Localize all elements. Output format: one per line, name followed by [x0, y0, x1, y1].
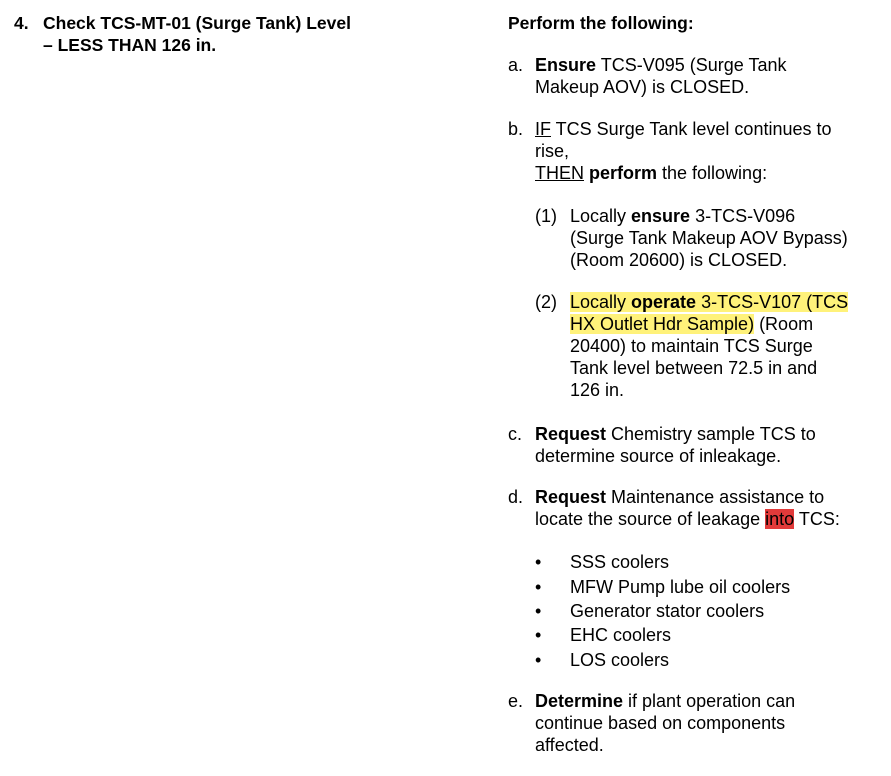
item-b2-highlight-1	[570, 292, 848, 312]
item-b2-line3: 20400) to maintain TCS Surge	[570, 336, 813, 356]
item-b-line2: rise,	[535, 141, 570, 161]
item-b1-line2: (Surge Tank Makeup AOV Bypass)	[570, 228, 848, 248]
perform-verb: perform	[584, 163, 658, 183]
step-number: 4.	[14, 13, 29, 33]
list-item: SSS coolers	[570, 552, 670, 572]
item-b1-rest: 3-TCS-V096	[690, 206, 796, 226]
list-item: Generator stator coolers	[570, 601, 765, 621]
item-c-rest: Chemistry sample TCS to	[606, 424, 816, 444]
item-e-verb: Determine	[535, 691, 624, 711]
list-item: MFW Pump lube oil coolers	[570, 577, 791, 597]
item-b2-line5: 126 in.	[570, 380, 625, 400]
item-d-highlight-into: into	[765, 509, 795, 529]
item-b2-highlight-2: HX Outlet Hdr Sample)	[570, 314, 755, 334]
item-b-then-rest: the following:	[657, 163, 768, 183]
item-a-rest: TCS-V095 (Surge Tank	[596, 55, 787, 75]
item-b2-rest: 3-TCS-V107 (TCS	[696, 292, 849, 312]
bullet-marker: •	[535, 625, 542, 645]
item-c-line2: determine source of inleakage.	[535, 446, 782, 466]
bullet-marker: •	[535, 650, 542, 670]
item-b2-text	[570, 291, 890, 401]
item-b2-line2-rest: (Room	[754, 314, 814, 334]
bullet-marker: •	[535, 601, 542, 621]
item-d-label: d.	[508, 487, 524, 507]
item-b-label: b.	[508, 119, 524, 139]
item-d-text	[535, 486, 890, 530]
item-b1-line3: (Room 20600) is CLOSED.	[570, 250, 788, 270]
item-a-line2: Makeup AOV) is CLOSED.	[535, 77, 750, 97]
item-b1-label: (1)	[535, 206, 557, 226]
item-c-text	[535, 423, 890, 467]
bullet-marker: •	[535, 552, 542, 572]
item-a-label: a.	[508, 55, 524, 75]
item-e-line3: affected.	[535, 735, 604, 755]
if-keyword: IF	[535, 119, 551, 139]
item-e-text	[535, 690, 890, 756]
bullet-marker: •	[535, 577, 542, 597]
list-item: LOS coolers	[570, 650, 670, 670]
response-header: Perform the following:	[508, 13, 694, 33]
item-d-verb: Request	[535, 487, 607, 507]
item-c-verb: Request	[535, 424, 607, 444]
item-b2-pre: Locally	[570, 292, 632, 312]
item-b1-verb: ensure	[631, 206, 691, 226]
item-b2-line4: Tank level between 72.5 in and	[570, 358, 818, 378]
item-b1-pre: Locally	[570, 206, 632, 226]
list-item: EHC coolers	[570, 625, 672, 645]
item-e-rest: if plant operation can	[623, 691, 796, 711]
item-b-rest: TCS Surge Tank level continues to	[551, 119, 832, 139]
item-b-text	[535, 118, 890, 184]
item-d-rest: Maintenance assistance to	[606, 487, 825, 507]
item-a-text	[535, 54, 890, 98]
then-keyword: THEN	[535, 163, 584, 183]
step-4-action	[14, 12, 454, 56]
item-e-label: e.	[508, 691, 524, 711]
item-b2-verb: operate	[631, 292, 697, 312]
item-e-line2: continue based on components	[535, 713, 786, 733]
item-c-label: c.	[508, 424, 523, 444]
item-d-line2-post: TCS:	[794, 509, 840, 529]
item-b2-label: (2)	[535, 292, 557, 312]
item-a-verb: Ensure	[535, 55, 597, 75]
item-d-line2-pre: locate the source of leakage	[535, 509, 766, 529]
item-b1-text	[570, 205, 890, 271]
step-action-line2: – LESS THAN 126 in.	[43, 35, 217, 55]
step-action-line1: Check TCS-MT-01 (Surge Tank) Level	[43, 13, 351, 33]
